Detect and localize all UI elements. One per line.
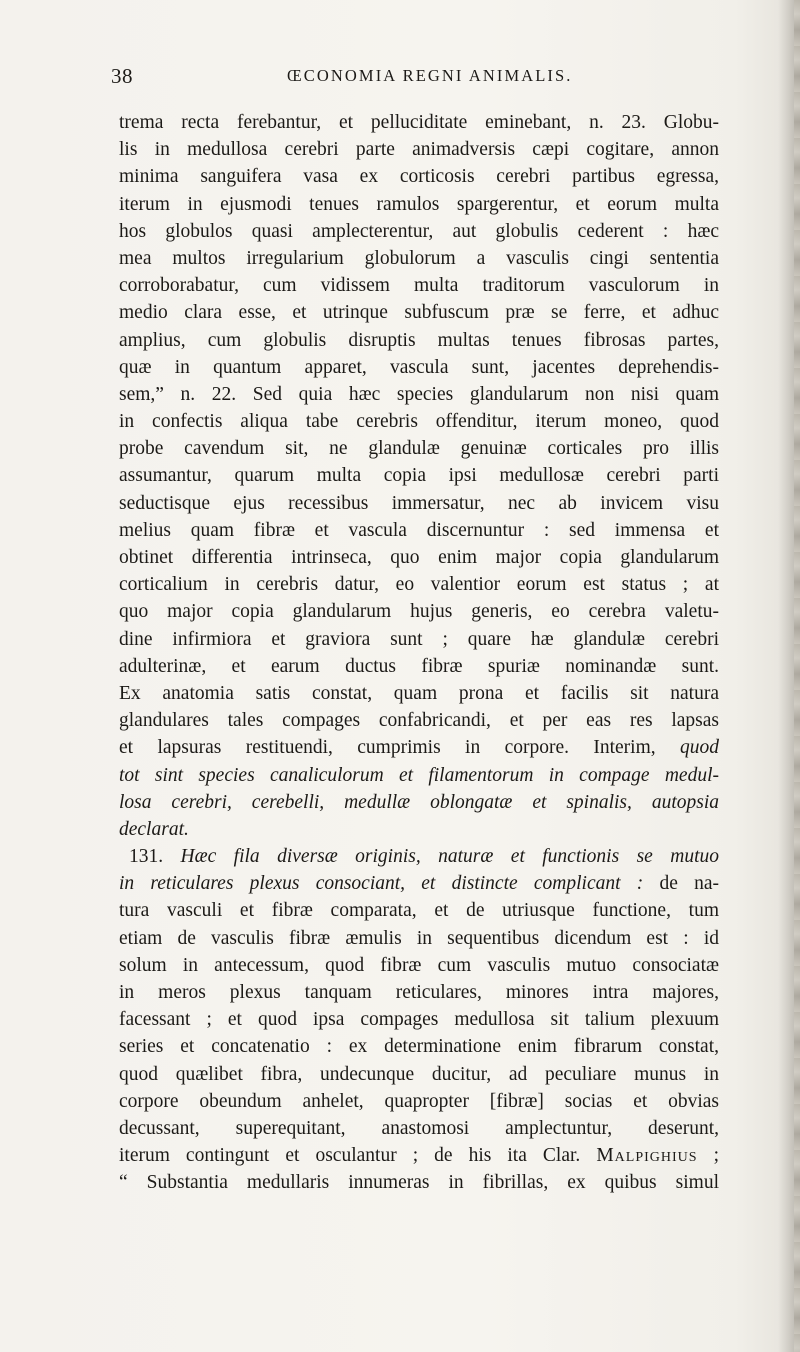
running-head: ŒCONOMIA REGNI ANIMALIS.: [287, 66, 573, 85]
small-caps-name: Malpighius: [596, 1145, 698, 1167]
text-line: [119, 354, 719, 381]
text-segment: “ Substantia medullaris innumeras in fibrillas, ex quibus simul: [119, 1172, 719, 1194]
text-segment: obtinet differentia intrinseca, quo enim major copia glandularum: [119, 547, 719, 568]
text-segment: corroborabatur, cum vidissem multa traditorum vasculorum in: [119, 275, 719, 297]
italic-text: quod: [680, 737, 719, 759]
text-segment: dine infirmiora et graviora sunt ; quare hæ glandulæ cerebri: [119, 628, 719, 650]
text-line: [119, 218, 719, 245]
text-segment: minima sanguifera vasa ex corticosis cerebri partibus egressa,: [119, 166, 719, 188]
text-segment: seductisque ejus recessibus immersatur, nec ab invicem visu: [119, 492, 719, 514]
text-line: [119, 245, 719, 272]
text-line: [119, 952, 719, 979]
text-line: [119, 571, 719, 598]
text-segment: probe cavendum sit, ne glandulæ genuinæ corticales pro illis: [119, 438, 719, 460]
italic-text: declarat.: [119, 818, 189, 840]
text-line: [119, 272, 719, 299]
text-segment: hos globulos quasi amplecterentur, aut globulis cederent : hæc: [119, 220, 719, 242]
text-segment: iterum contingunt et osculantur ; de his ita Clar.: [119, 1145, 597, 1167]
text-line: [119, 598, 719, 625]
italic-text: tot sint species canaliculorum et filamentorum in compage medul-: [119, 764, 719, 786]
text-segment: 131.: [129, 846, 181, 868]
text-segment: quod quælibet fibra, undecunque ducitur, ad peculiare munus in: [119, 1063, 719, 1085]
page-header: [111, 64, 711, 92]
text-line: [119, 626, 719, 653]
text-segment: quæ in quantum apparet, vascula sunt, jacentes deprehendis-: [119, 356, 719, 378]
italic-text: autopsia: [651, 791, 719, 813]
text-segment: glandulares tales compages confabricandi, et per eas res lapsas: [119, 710, 719, 732]
text-segment: tura vasculi et fibræ comparata, et de utriusque functione, tum: [119, 900, 719, 922]
text-segment: melius quam fibræ et vascula discernuntur : sed immensa et: [119, 519, 719, 541]
text-segment: in confectis aliqua tabe cerebris offenditur, iterum moneo, quod: [119, 411, 719, 433]
text-segment: corpore obeundum anhelet, quapropter [fibræ] socias et obvias: [119, 1090, 719, 1112]
text-line: [119, 1033, 719, 1060]
text-segment: ;: [697, 1145, 719, 1167]
text-segment: sem,” n. 22. Sed quia hæc species glandularum non nisi quam: [119, 383, 719, 405]
text-segment: medio clara esse, et utrinque subfuscum præ se ferre, et adhuc: [119, 302, 719, 324]
text-line: [119, 789, 719, 816]
text-line: [119, 109, 719, 136]
text-line: [119, 925, 719, 952]
text-segment: decussant, superequitant, anastomosi amplectuntur, deserunt,: [119, 1117, 719, 1139]
text-segment: quo major copia glandularum hujus generis, eo cerebra valetu-: [119, 601, 719, 623]
text-segment: series et concatenatio : ex determinatione enim fibrarum constat,: [119, 1036, 719, 1058]
italic-text: losa cerebri, cerebelli, medullæ oblongatæ et spinalis,: [119, 791, 652, 813]
text-segment: facessant ; et quod ipsa compages medullosa sit talium plexuum: [119, 1009, 719, 1031]
italic-text: Hæc fila diversæ originis, naturæ et functionis se mutuo: [180, 846, 719, 868]
text-segment: et lapsuras restituendi, cumprimis in corpore. Interim,: [119, 737, 680, 759]
text-line: [119, 1115, 719, 1142]
text-line: [119, 1006, 719, 1033]
body-text: [119, 109, 719, 1197]
text-line: [119, 544, 719, 571]
text-line: [119, 490, 719, 517]
text-line: [119, 979, 719, 1006]
text-segment: in meros plexus tanquam reticulares, minores intra majores,: [119, 982, 719, 1003]
text-segment: de na-: [643, 873, 719, 895]
text-segment: adulterinæ, et earum ductus fibræ spuriæ nominandæ sunt.: [119, 655, 719, 677]
text-line: [119, 816, 719, 843]
text-line: [119, 136, 719, 163]
text-segment: iterum in ejusmodi tenues ramulos spargerentur, et eorum multa: [119, 193, 719, 215]
text-line: [119, 1169, 719, 1196]
text-line: [119, 408, 719, 435]
text-line: [119, 1088, 719, 1115]
text-line: [119, 1061, 719, 1088]
text-segment: lis in medullosa cerebri parte animadversis cæpi cogitare, annon: [119, 139, 719, 161]
text-line: [119, 762, 719, 789]
text-segment: mea multos irregularium globulorum a vasculis cingi sententia: [119, 247, 719, 269]
text-line: [119, 191, 719, 218]
page-number: 38: [111, 64, 133, 88]
text-line: [119, 734, 719, 761]
text-segment: Ex anatomia satis constat, quam prona et facilis sit natura: [119, 682, 719, 704]
text-segment: corticalium in cerebris datur, eo valentior eorum est status ; at: [119, 574, 719, 596]
text-segment: trema recta ferebantur, et pelluciditate eminebant, n. 23. Globu-: [119, 112, 719, 133]
italic-text: in reticulares plexus consociant, et distincte complicant :: [119, 873, 644, 895]
text-line: [119, 163, 719, 190]
text-line: [119, 653, 719, 680]
page-edge-strip: [794, 0, 800, 1352]
text-line: [119, 517, 719, 544]
text-segment: assumantur, quarum multa copia ipsi medullosæ cerebri parti: [119, 465, 719, 487]
text-line: [119, 897, 719, 924]
text-line: [119, 707, 719, 734]
text-line: [119, 327, 719, 354]
text-line: [119, 462, 719, 489]
text-line: [119, 435, 719, 462]
text-segment: solum in antecessum, quod fibræ cum vasculis mutuo consociatæ: [119, 954, 719, 976]
text-line: [119, 299, 719, 326]
text-line: [119, 680, 719, 707]
text-segment: etiam de vasculis fibræ æmulis in sequentibus dicendum est : id: [119, 927, 719, 949]
text-line: [119, 381, 719, 408]
text-segment: amplius, cum globulis disruptis multas tenues fibrosas partes,: [119, 329, 719, 351]
text-line: [119, 870, 719, 897]
text-line: [119, 843, 719, 870]
text-line: [119, 1142, 719, 1169]
